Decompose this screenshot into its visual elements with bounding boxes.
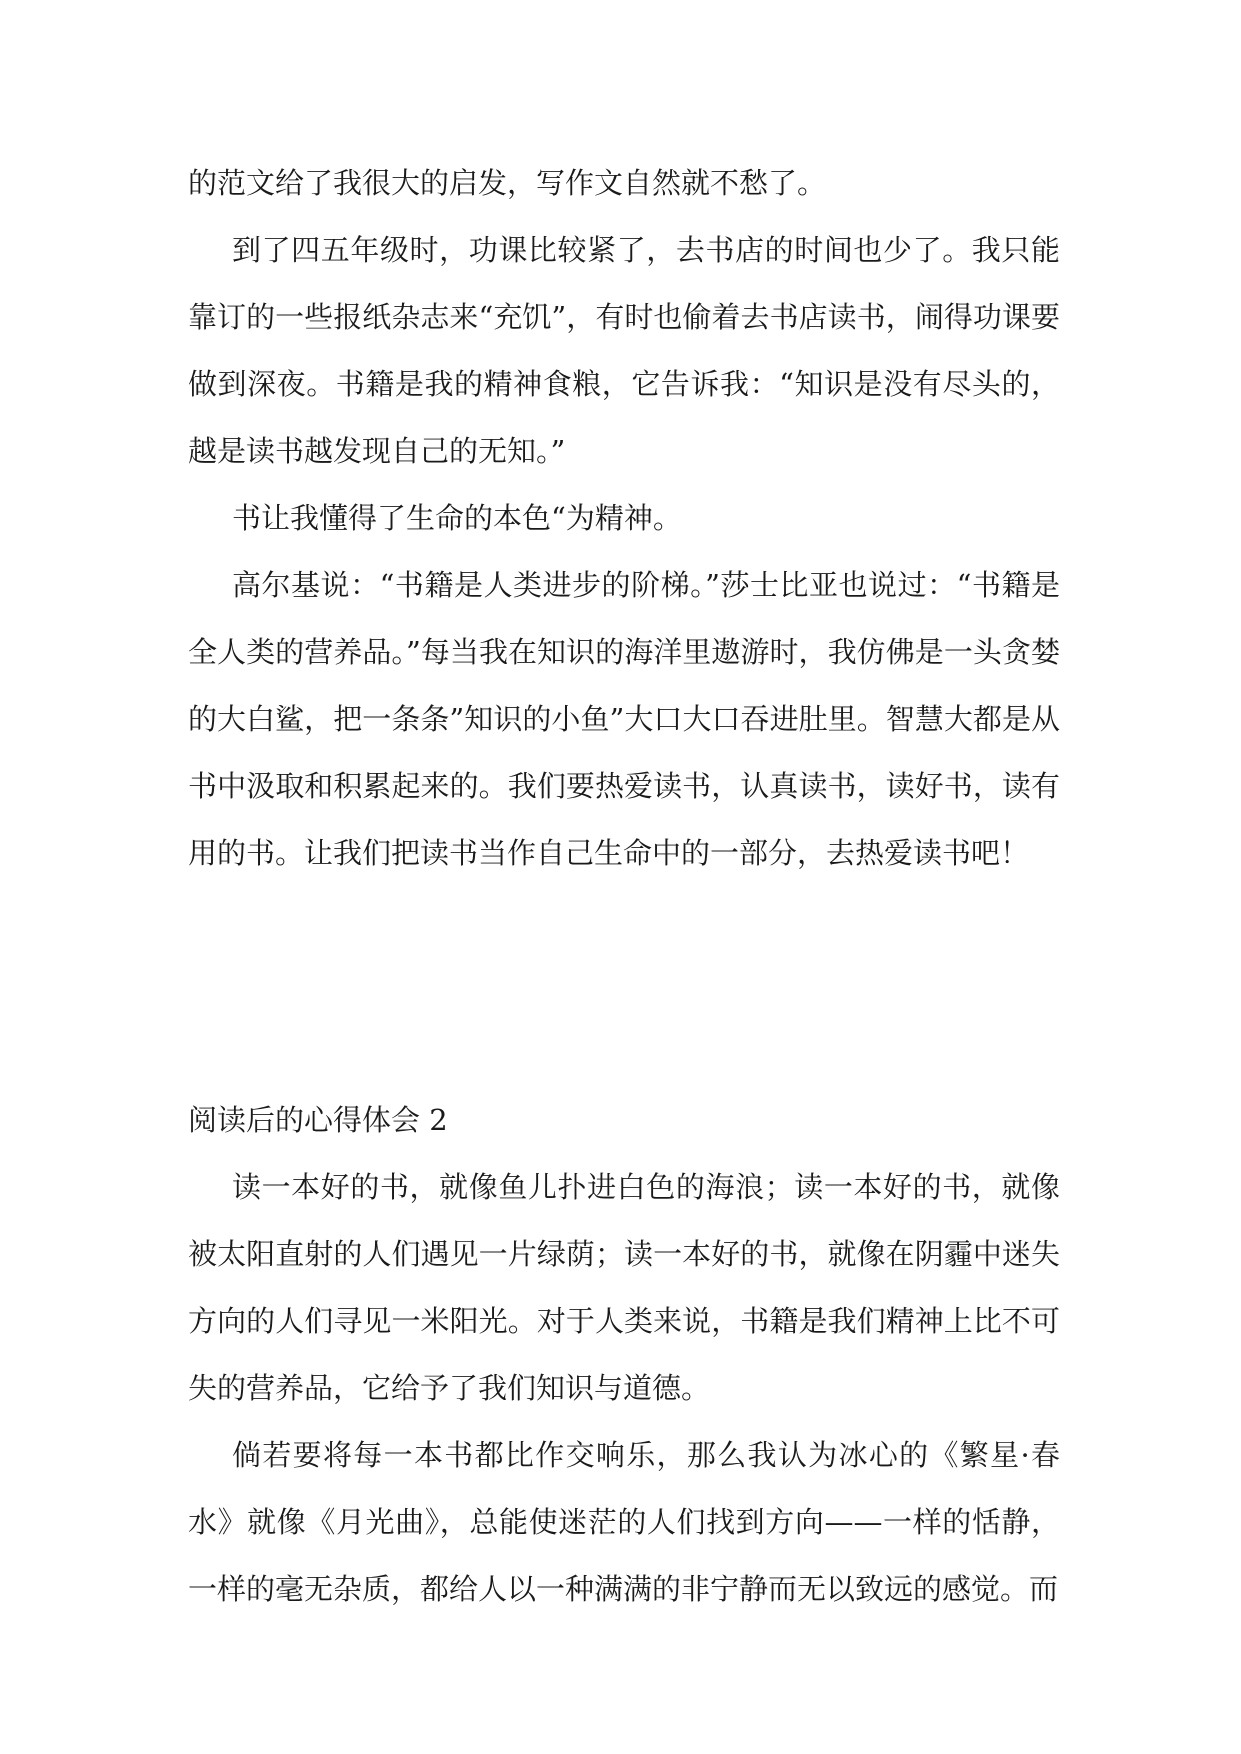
section-spacer: [188, 887, 1060, 1087]
paragraph: 书让我懂得了生命的本色“为精神。: [232, 501, 682, 535]
paragraph: 高尔基说：“书籍是人类进步的阶梯。”莎士比亚也说过：“书籍是全人类的营养品。”每当我在知识的海洋里遨游时，我仿佛是一头贪婪的大白鲨，把一条条”知识的小鱼”大口大口吞进肚里。智慧大都是从书中汲取和积累起来的。我们要热爱读书，认真读书，读好书，读有用的书。让我们把读书当作自己生命中的一部分，去热爱读书吧！: [188, 568, 1060, 870]
paragraph: 倘若要将每一本书都比作交响乐，那么我认为冰心的《繁星·春水》就像《月光曲》，总能使迷茫的人们找到方向——一样的恬静，一样的毫无杂质，都给人以一种满满的非宁静而无以致远的感觉。而: [188, 1438, 1060, 1606]
paragraph-continued: 的范文给了我很大的启发，写作文自然就不愁了。: [188, 166, 827, 200]
paragraph: 读一本好的书，就像鱼儿扑进白色的海浪；读一本好的书，就像被太阳直射的人们遇见一片绿荫；读一本好的书，就像在阴霾中迷失方向的人们寻见一米阳光。对于人类来说，书籍是我们精神上比不可失的营养品，它给予了我们知识与道德。: [188, 1170, 1060, 1405]
text-column: [188, 150, 1060, 1623]
paragraph: 到了四五年级时，功课比较紧了，去书店的时间也少了。我只能靠订的一些报纸杂志来“充饥”，有时也偷着去书店读书，闹得功课要做到深夜。书籍是我的精神食粮，它告诉我：“知识是没有尽头的，越是读书越发现自己的无知。”: [188, 233, 1060, 468]
section-heading: 阅读后的心得体会 2: [188, 1103, 448, 1137]
